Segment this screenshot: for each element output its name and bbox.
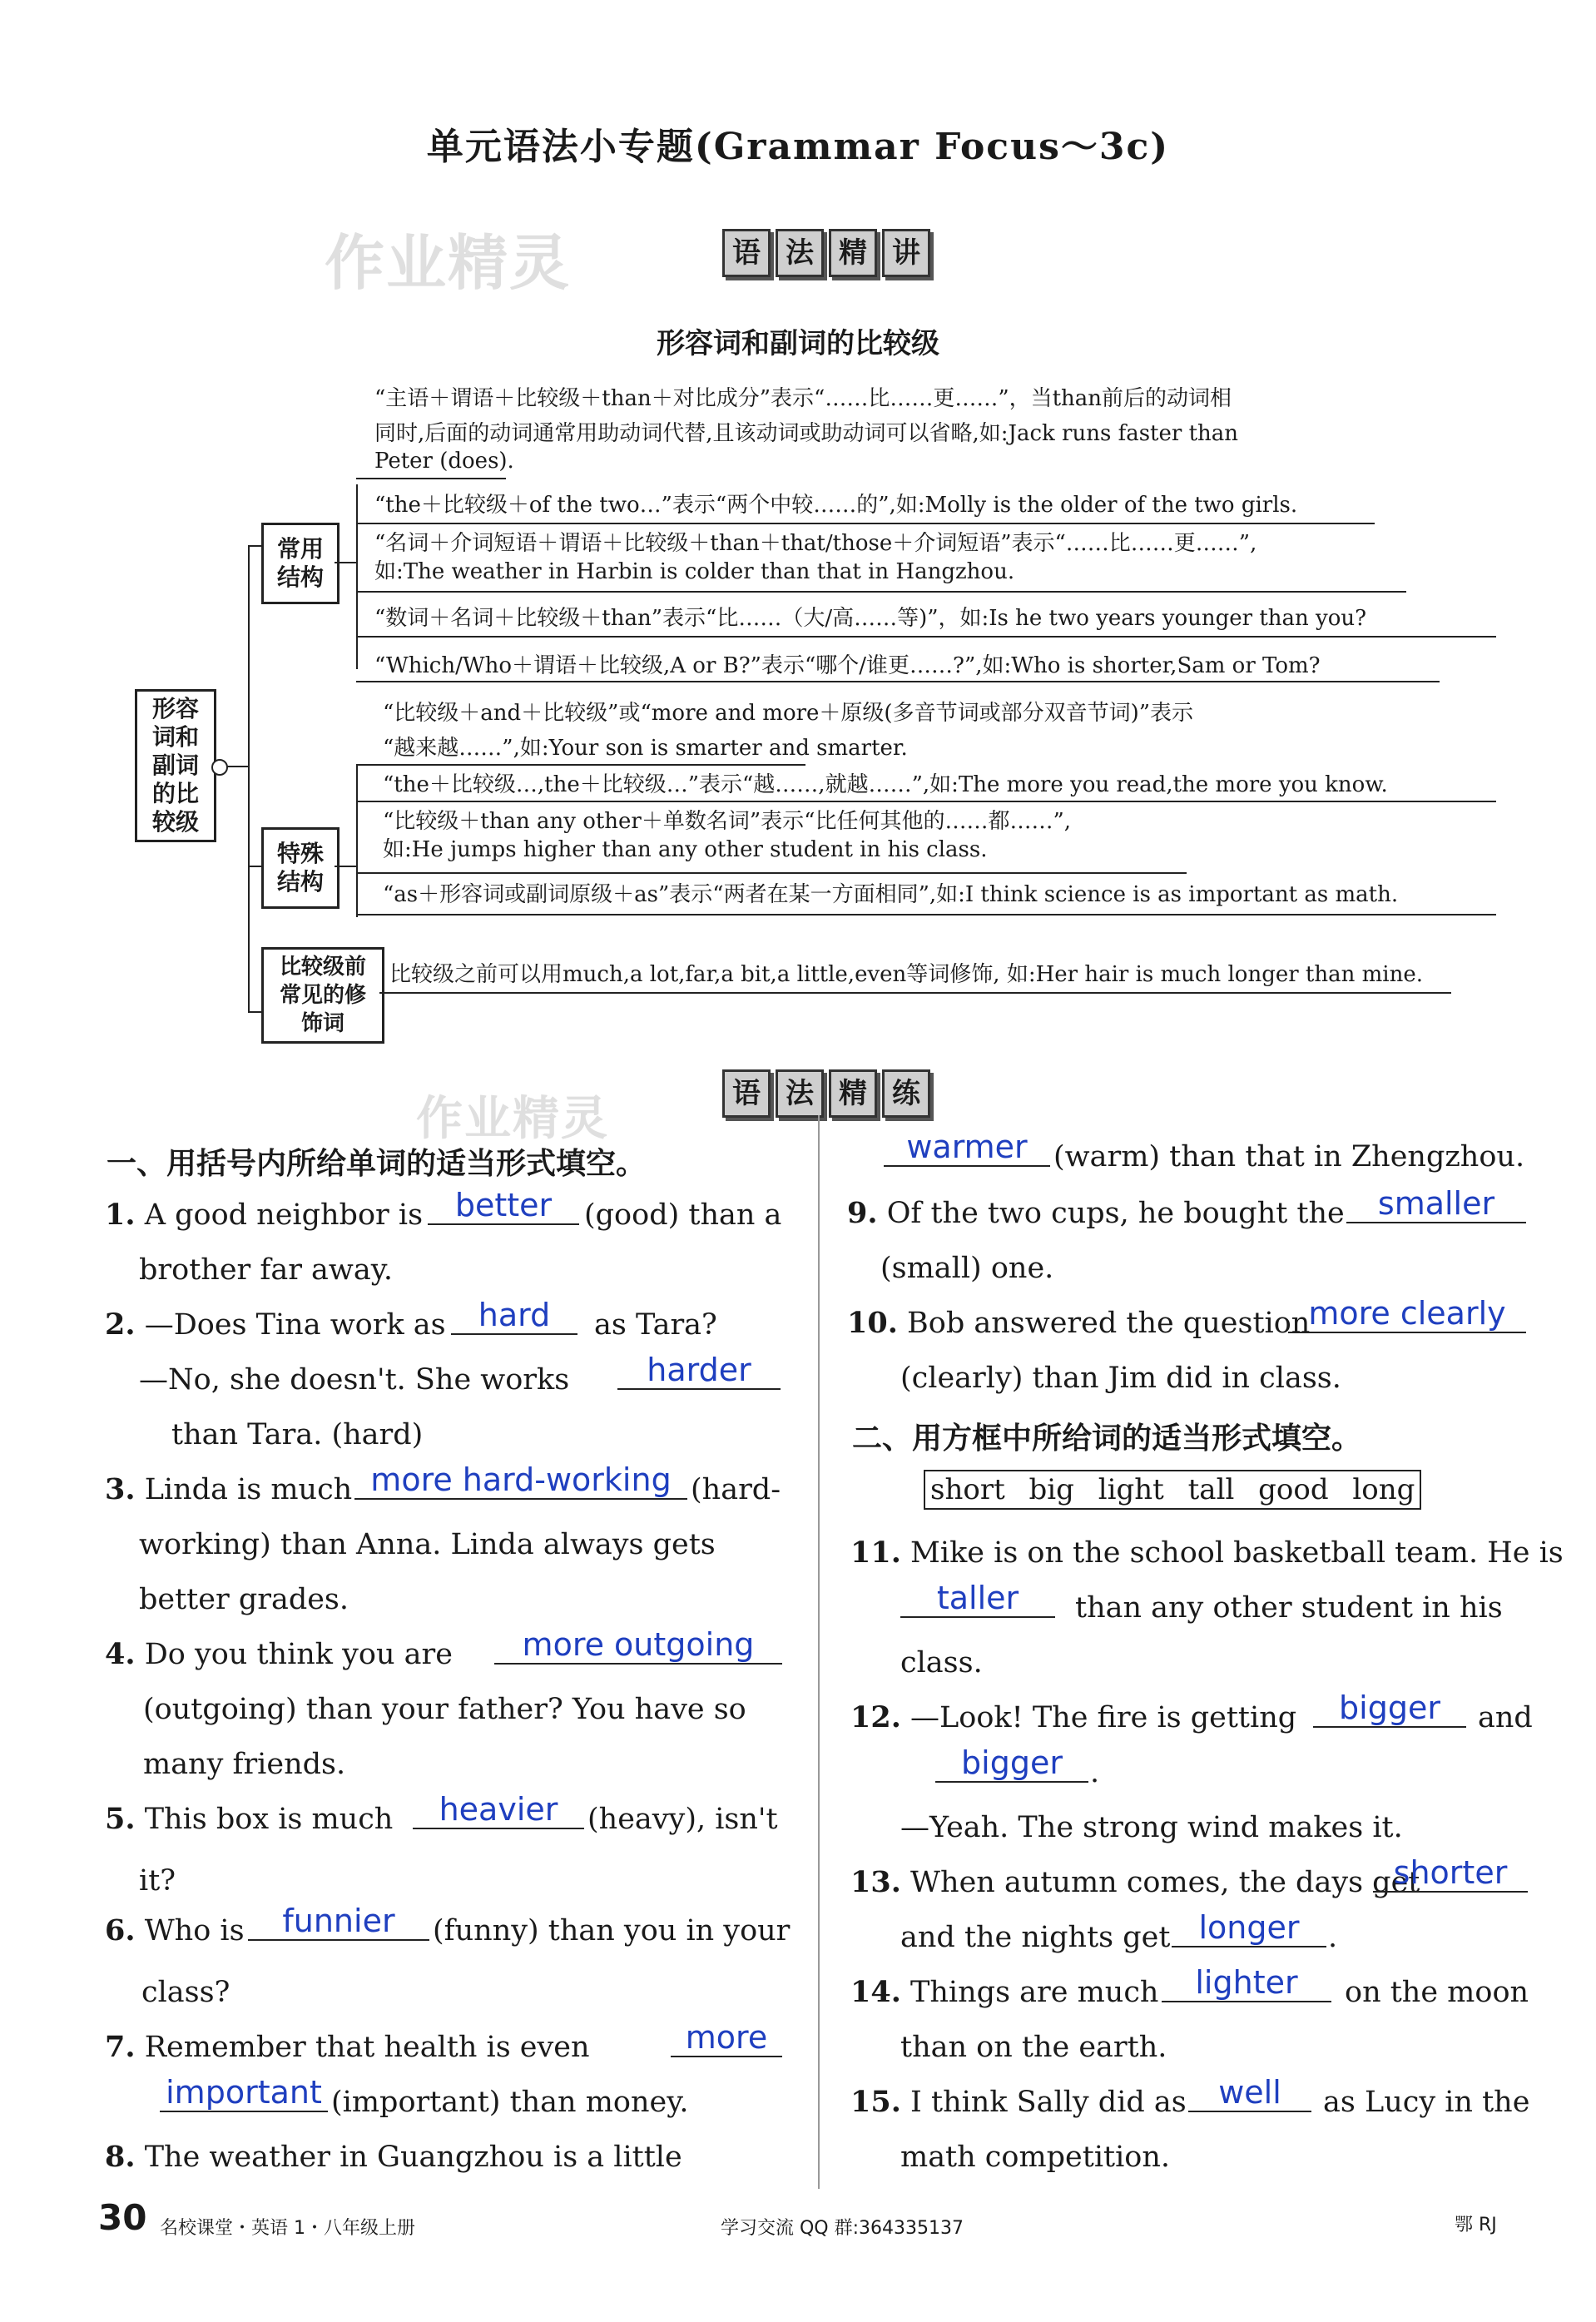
rule-underline (356, 681, 1440, 682)
question-text: as Lucy in the (1323, 2086, 1530, 2119)
question-text: —Does Tina work as (144, 1308, 446, 1342)
question-15 (850, 2086, 1187, 2119)
part1-title: 一、用括号内所给单词的适当形式填空。 (107, 1147, 647, 1181)
question-text: brother far away. (139, 1253, 394, 1287)
answer-blank-3[interactable]: more hard-working (354, 1461, 687, 1500)
question-1 (105, 1198, 423, 1232)
rule-underline (379, 992, 1451, 994)
question-text: and (1478, 1701, 1533, 1734)
answer-blank-7a[interactable]: more (671, 2019, 782, 2057)
question-text: Mike is on the school basketball team. He is (910, 1536, 1564, 1570)
answer-blank-2b[interactable]: harder (617, 1352, 781, 1390)
group-common-structure (261, 523, 340, 604)
answer-blank-8[interactable]: warmer (884, 1129, 1050, 1167)
question-5 (105, 1803, 393, 1836)
badge-char: 讲 (882, 229, 930, 277)
rule-text: “越来越……”,如:Your son is smarter and smarter. (383, 736, 908, 761)
page-title: 单元语法小专题(Grammar Focus～3c) (426, 126, 1170, 168)
rule-underline (356, 914, 1496, 915)
answer-blank-13b[interactable]: longer (1172, 1909, 1326, 1947)
mindmap-root-label: 形容词和副词的比较级 (151, 695, 199, 836)
group-comparative-modifiers (261, 947, 384, 1044)
badge-char: 精 (829, 229, 877, 277)
question-text: —No, she doesn't. She works (139, 1363, 570, 1397)
question-text: as Tara? (594, 1308, 717, 1342)
question-number: 4. (105, 1637, 136, 1671)
question-text: Things are much (910, 1976, 1159, 2009)
question-3 (105, 1473, 352, 1506)
question-text: Bob answered the question (907, 1307, 1311, 1340)
rule-text: “the＋比较级…,the＋比较级…”表示“越……,就越……”,如:The more you read,the more you know. (383, 772, 1388, 797)
rule-text: “主语＋谓语＋比较级＋than＋对比成分”表示“……比……更……”，当than前后的动词相 (374, 386, 1232, 411)
trunk-line (248, 545, 250, 1011)
watermark-middle: 作业精灵 (416, 1092, 609, 1146)
rule-underline (356, 636, 1496, 638)
answer-blank-7b[interactable]: important (160, 2074, 328, 2112)
group-connector (335, 562, 356, 563)
book-title: 名校课堂・英语 1・八年级上册 (160, 2218, 415, 2239)
group-bracket (356, 484, 358, 669)
question-text: Who is (144, 1914, 245, 1947)
answer-blank-6[interactable]: funnier (248, 1903, 429, 1941)
badge-char: 语 (722, 229, 771, 277)
group-bracket (356, 766, 358, 917)
question-text: class? (141, 1976, 230, 2009)
question-text: (important) than money. (331, 2086, 689, 2119)
question-text: than on the earth. (900, 2031, 1167, 2064)
question-number: 2. (105, 1307, 136, 1342)
badge-char: 语 (722, 1069, 771, 1118)
watermark-top: 作业精灵 (325, 228, 572, 298)
question-text: Linda is much (144, 1473, 353, 1506)
question-text: working) than Anna. Linda always gets (139, 1528, 716, 1561)
mindmap-title: 形容词和副词的比较级 (657, 327, 939, 360)
question-number: 15. (850, 2085, 901, 2119)
connector-node (211, 759, 228, 776)
question-number: 5. (105, 1802, 136, 1836)
word-box: short big light tall good long (924, 1470, 1421, 1510)
question-text: (clearly) than Jim did in class. (900, 1362, 1341, 1395)
question-text: and the nights get (900, 1921, 1171, 1954)
question-number: 12. (850, 1700, 901, 1734)
group-connector (335, 866, 356, 867)
question-text: than Tara. (hard) (171, 1418, 424, 1451)
rule-text: 如:He jumps higher than any other student in his class. (383, 837, 988, 862)
answer-blank-10[interactable]: more clearly (1288, 1295, 1526, 1333)
rule-text: “as＋形容词或副词原级＋as”表示“两者在某一方面相同”,如:I think science is as important as math. (383, 882, 1399, 907)
rule-text: 如:The weather in Harbin is colder than that in Hangzhou. (374, 559, 1015, 584)
question-13 (850, 1866, 1420, 1899)
section-badge-grammar-lecture (722, 229, 930, 277)
answer-blank-11[interactable]: taller (900, 1580, 1055, 1618)
answer-blank-13a[interactable]: shorter (1373, 1854, 1528, 1893)
part2-title: 二、用方框中所给词的适当形式填空。 (852, 1421, 1362, 1456)
badge-char: 法 (776, 1069, 824, 1118)
question-text: —Yeah. The strong wind makes it. (900, 1811, 1403, 1844)
question-6 (105, 1914, 245, 1947)
question-text: it? (139, 1864, 176, 1898)
question-number: 8. (105, 2140, 136, 2174)
question-text: When autumn comes, the days get (910, 1866, 1420, 1899)
rule-text: “数词＋名词＋比较级＋than”表示“比……（大/高……等)”，如:Is he two years younger than you? (374, 606, 1367, 631)
question-text: —Look! The fire is getting (910, 1701, 1297, 1734)
question-9 (847, 1197, 1345, 1230)
question-14 (850, 1976, 1158, 2009)
question-text: The weather in Guangzhou is a little (144, 2141, 682, 2174)
rule-text: “名词＋介词短语＋谓语＋比较级＋than＋that/those＋介词短语”表示“……比……更……”, (374, 531, 1257, 556)
column-divider (818, 1115, 820, 2189)
question-7 (105, 2031, 590, 2064)
rule-text: “比较级＋and＋比较级”或“more and more＋原级(多音节词或部分双音节词)”表示 (383, 701, 1194, 726)
question-number: 9. (847, 1196, 878, 1230)
question-text: (outgoing) than your father? You have so (143, 1693, 746, 1726)
question-11 (850, 1536, 1564, 1570)
rule-text: 比较级之前可以用much,a lot,far,a bit,a little,even等词修饰, 如:Her hair is much longer than mine. (389, 962, 1423, 987)
answer-blank-14[interactable]: lighter (1162, 1964, 1331, 2002)
rule-underline (356, 801, 1496, 802)
answer-blank-4[interactable]: more outgoing (494, 1626, 782, 1665)
question-text: better grades. (139, 1583, 349, 1616)
mindmap-root (135, 689, 216, 842)
question-number: 1. (105, 1198, 136, 1232)
rule-underline (356, 872, 1187, 874)
question-number: 6. (105, 1913, 136, 1947)
rule-text: 同时,后面的动词通常用助动词代替,且该动词或助动词可以省略,如:Jack runs faster than (374, 421, 1239, 446)
question-text: on the moon (1345, 1976, 1529, 2009)
question-number: 7. (105, 2030, 136, 2064)
question-number: 13. (850, 1865, 901, 1899)
question-text: I think Sally did as (910, 2086, 1187, 2119)
question-text: Remember that health is even (144, 2031, 590, 2064)
page-number: 30 (98, 2197, 147, 2238)
group-label: 比较级前常见的修饰词 (279, 955, 366, 1036)
answer-blank-2a[interactable]: hard (451, 1297, 577, 1335)
question-text: class. (900, 1646, 983, 1679)
answer-blank-5[interactable]: heavier (413, 1791, 584, 1829)
edition-mark: 鄂 RJ (1455, 2215, 1497, 2235)
rule-underline (356, 523, 1375, 524)
question-text: math competition. (900, 2141, 1171, 2174)
rule-text: “比较级＋than any other＋单数名词”表示“比任何其他的……都……”, (383, 809, 1071, 834)
badge-char: 练 (882, 1069, 930, 1118)
qq-group: 学习交流 QQ 群:364335137 (721, 2218, 964, 2239)
question-text: (hard- (691, 1473, 781, 1506)
badge-char: 精 (829, 1069, 877, 1118)
question-text: (small) one. (880, 1252, 1054, 1285)
question-text: This box is much (144, 1803, 394, 1836)
group-label: 特殊结构 (276, 840, 324, 896)
rule-underline (356, 764, 805, 766)
rule-text: “Which/Who＋谓语＋比较级,A or B?”表示“哪个/谁更……?”,如:Who is shorter,Sam or Tom? (374, 653, 1321, 678)
group-label: 常用结构 (276, 535, 324, 591)
question-text: Of the two cups, he bought the (886, 1197, 1345, 1230)
answer-blank-12a[interactable]: bigger (1313, 1689, 1466, 1728)
answer-blank-1[interactable]: better (428, 1187, 579, 1225)
answer-blank-9[interactable]: smaller (1346, 1185, 1526, 1223)
answer-blank-15[interactable]: well (1188, 2074, 1311, 2112)
rule-text: “the＋比较级＋of the two…”表示“两个中较……的”,如:Molly is the older of the two girls. (374, 493, 1298, 518)
rule-text: Peter (does). (374, 449, 514, 474)
question-text: (funny) than you in your (433, 1914, 791, 1947)
question-text: (good) than a (584, 1198, 782, 1232)
section-badge-grammar-practice (722, 1069, 930, 1118)
question-text: Do you think you are (144, 1638, 453, 1671)
question-text: (heavy), isn't (587, 1803, 778, 1836)
question-number: 11. (850, 1536, 901, 1570)
rule-underline (356, 591, 1406, 593)
answer-blank-12b[interactable]: bigger (935, 1744, 1088, 1783)
question-4 (105, 1638, 453, 1671)
question-text: A good neighbor is (144, 1198, 424, 1232)
question-text: many friends. (143, 1748, 346, 1781)
question-8 (105, 2141, 682, 2174)
connector-line (226, 766, 248, 767)
question-text: . (1090, 1756, 1100, 1789)
question-10 (847, 1307, 1310, 1340)
question-text: . (1328, 1921, 1338, 1954)
group-special-structure (261, 827, 340, 909)
question-text: than any other student in his (1075, 1591, 1503, 1625)
question-number: 10. (847, 1306, 898, 1340)
question-number: 3. (105, 1472, 136, 1506)
question-2 (105, 1308, 446, 1342)
rule-underline (356, 478, 506, 479)
badge-char: 法 (776, 229, 824, 277)
question-number: 14. (850, 1975, 901, 2009)
question-12 (850, 1701, 1296, 1734)
question-text: (warm) than that in Zhengzhou. (1053, 1140, 1525, 1173)
